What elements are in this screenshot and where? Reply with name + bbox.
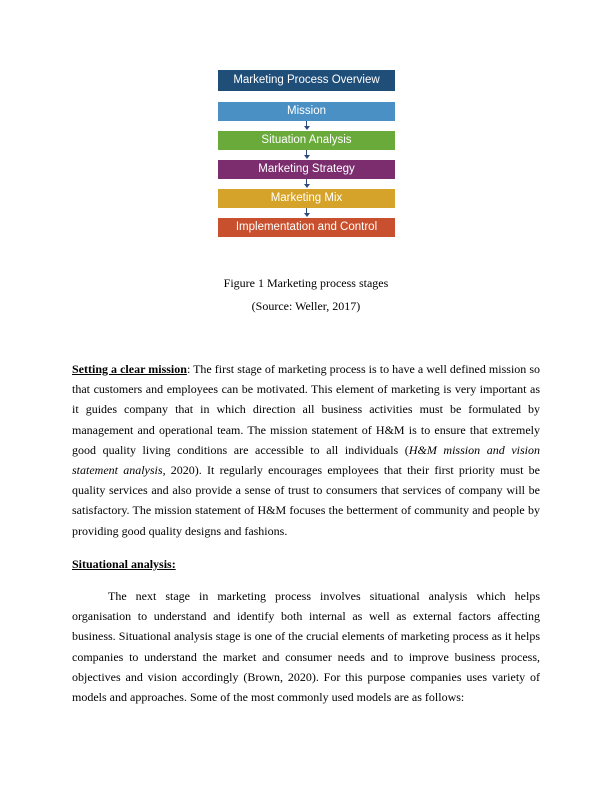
- arrow-down-icon: [218, 121, 395, 131]
- stage-situation-analysis: Situation Analysis: [218, 131, 395, 150]
- mission-paragraph: [72, 359, 540, 541]
- stage-marketing-mix: Marketing Mix: [218, 189, 395, 208]
- arrow-down-icon: [218, 179, 395, 189]
- marketing-process-diagram: [218, 70, 395, 237]
- arrow-down-icon: [218, 150, 395, 160]
- situational-heading: Situational analysis:: [72, 557, 176, 571]
- stage-marketing-strategy: Marketing Strategy: [218, 160, 395, 179]
- diagram-title: Marketing Process Overview: [218, 70, 395, 91]
- mission-heading: Setting a clear mission: [72, 362, 187, 376]
- mission-text-b: , 2020). It regularly encourages employees that their first priority must be quality services and also provide a sense of trust to consumers that services of company will be satisfactory. The mission statement of H&M focuses the betterment of community and people by providing good quality designs and fashions.: [72, 463, 540, 538]
- arrow-down-icon: [218, 208, 395, 218]
- stage-mission: Mission: [218, 102, 395, 121]
- stage-implementation-control: Implementation and Control: [218, 218, 395, 237]
- mission-citation: H&M mission and vision statement analysis: [72, 442, 540, 478]
- situational-paragraph: The next stage in marketing process involves situational analysis which helps organisation to understand and identify both internal as well as external factors affecting business. Situational analysis stage is one of the crucial elements of marketing process as it helps companies to understand the market and consumer needs and to improve business process, objectives and vision accordingly (Brown, 2020). For this purpose companies uses variety of models and approaches. Some of the most commonly used models are as follows:: [72, 589, 540, 705]
- figure-caption: Figure 1 Marketing process stages: [223, 276, 389, 290]
- mission-text-a: : The first stage of marketing process is to have a well defined mission so that customers and employees can be motivated. This element of marketing is very important as it guides company that in which direction all business activities must be formulated by management and operational team. The mission statement of H&M is to ensure that extremely good quality living conditions are accessible to all individuals (: [72, 362, 540, 457]
- figure-source: (Source: Weller, 2017): [251, 299, 361, 313]
